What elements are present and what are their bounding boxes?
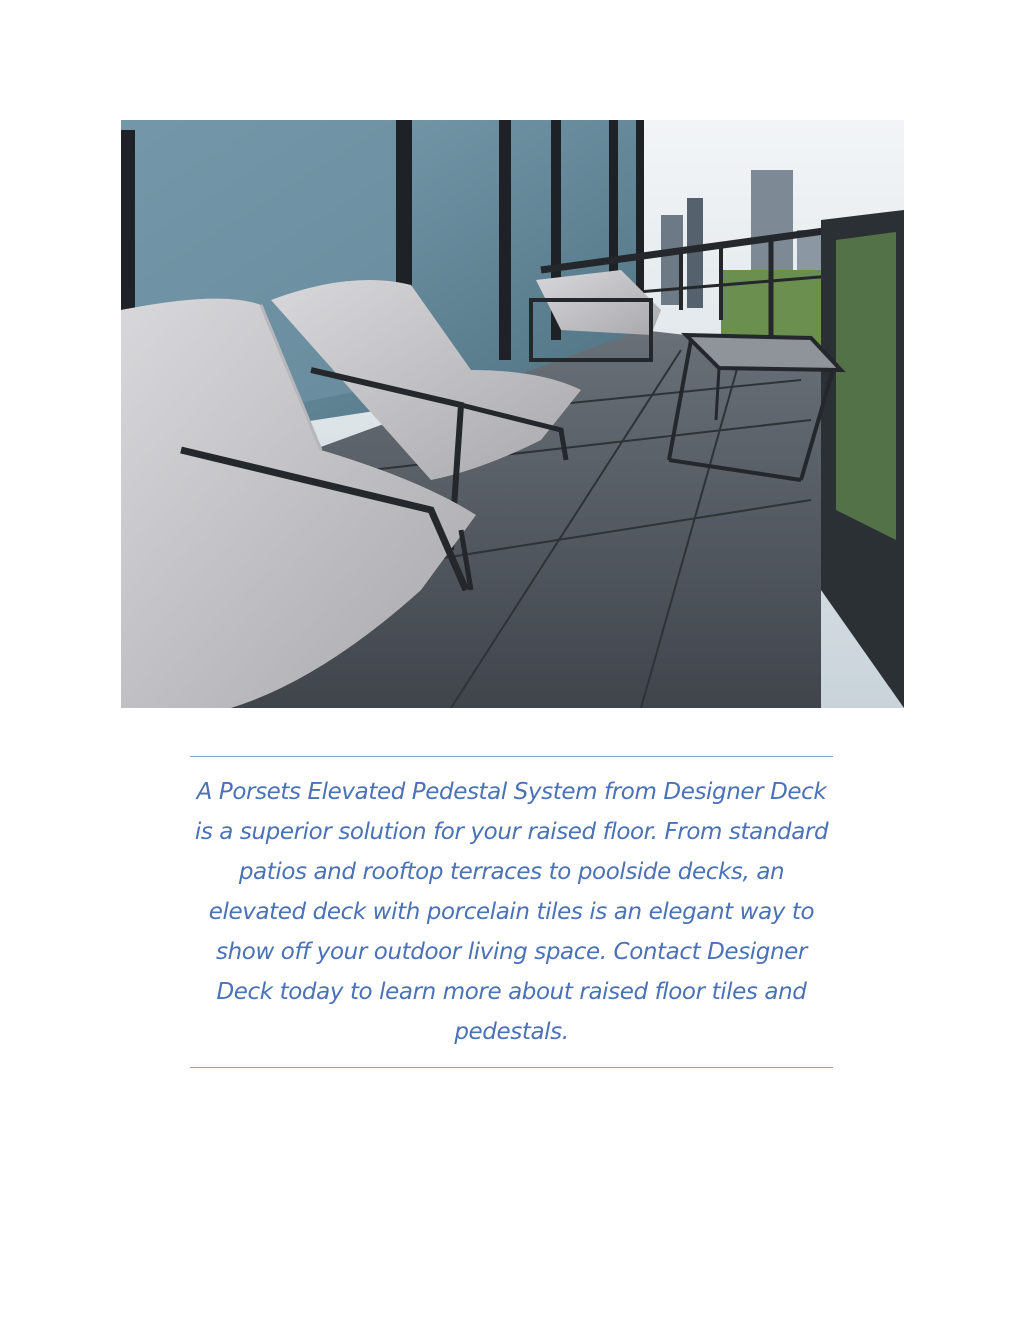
balcony-photo: [121, 120, 904, 708]
balcony-illustration: [121, 120, 904, 708]
callout-box: [190, 756, 833, 1068]
callout-text: A Porsets Elevated Pedestal System from Designer Deck is a superior solution for your raised floor. From standard patios and rooftop terraces to poolside decks, an elevated deck with porcelain tiles is an elegant way to show off your outdoor living space. Contact Designer Deck today to learn more about raised floor tiles and pedestals.: [194, 779, 829, 1045]
